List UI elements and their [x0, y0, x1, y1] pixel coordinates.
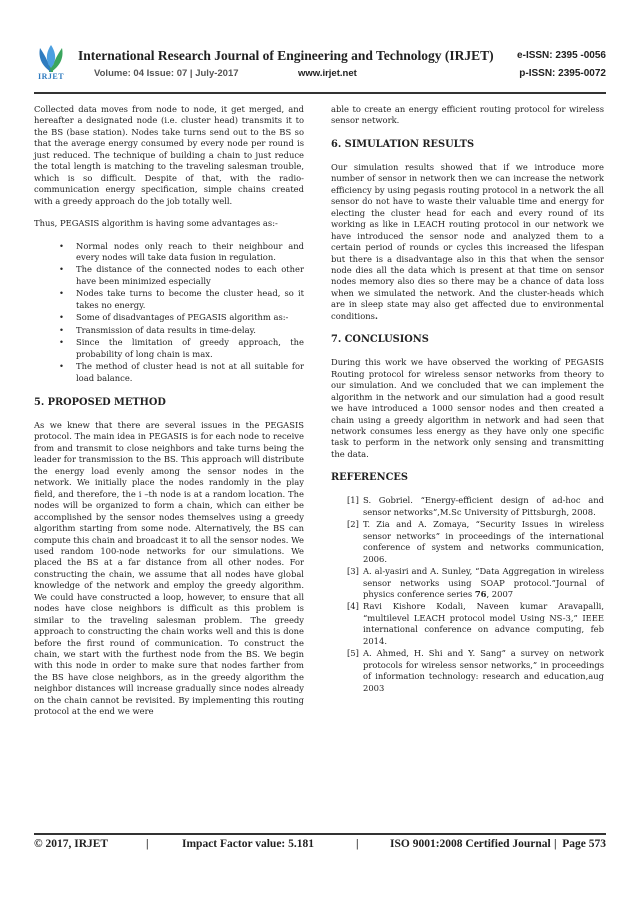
references-list — [331, 495, 604, 694]
irjet-logo — [34, 44, 68, 84]
page-footer — [34, 838, 606, 852]
bullet-icon: • — [59, 264, 64, 275]
section-heading-proposed-method: 5. PROPOSED METHOD — [34, 396, 166, 408]
list-item: [1] S. Gobriel. “Energy-efficient design of ad-hoc and sensor networks”,M.Sc University of Pittsburgh, 2008. — [347, 495, 604, 517]
page-number: Page 573 — [562, 838, 606, 850]
advantages-list — [34, 241, 304, 384]
irjet-logo-icon — [34, 44, 68, 74]
logo-text: IRJET — [37, 72, 65, 81]
p-issn: p-ISSN: 2395-0072 — [519, 68, 606, 79]
bullet-icon: • — [59, 312, 64, 323]
section-heading-simulation-results: 6. SIMULATION RESULTS — [331, 138, 475, 150]
section-heading-references: REFERENCES — [331, 472, 408, 484]
list-item: [3] A. al-yasiri and A. Sunley, “Data Aggregation in wireless sensor networks using SOAP protocol.”Journal of physics conference series 76, 2007 — [347, 566, 604, 599]
bullet-icon: • — [59, 240, 64, 251]
journal-title: International Research Journal of Engineering and Technology (IRJET) — [78, 48, 494, 63]
paragraph-continuation: able to create an energy efficient routing protocol for wireless sensor network. — [331, 104, 604, 126]
section-heading-conclusions: 7. CONCLUSIONS — [331, 334, 429, 346]
right-column — [331, 104, 604, 695]
list-item: • Normal nodes only reach to their neighbour and every nodes will take data fusion in regulation. — [59, 240, 304, 262]
footer-separator: | — [356, 838, 359, 850]
bullet-icon: • — [59, 324, 64, 335]
volume-issue: Volume: 04 Issue: 07 | July-2017 — [94, 68, 239, 79]
bullet-icon: • — [59, 288, 64, 299]
footer-separator: | — [554, 838, 557, 850]
left-column — [34, 104, 304, 729]
paragraph-pegasis-intro: Collected data moves from node to node, it get merged, and hereafter a designated node (i.e. cluster head) transmits it to the BS (base station). Nodes take turns send out to the BS so that the average energy consumed by every node per round is just reduced. The technique of building a chain to just reduce the total length is matching to the traveling salesman trouble, which is so difficult. Despite of that, with the radio-communication energy specification, simple chains created with a greedy approach do the job totally well. — [34, 104, 304, 206]
journal-website: www.irjet.net — [298, 68, 357, 79]
e-issn: e-ISSN: 2395 -0056 — [517, 50, 606, 61]
list-item: • Transmission of data results in time-delay. — [59, 324, 256, 335]
list-item: [5] A. Ahmed, H. Shi and Y. Sang” a survey on network protocols for wireless sensor networks,” in proceedings of information technology: research and education,aug 2003 — [347, 648, 604, 693]
list-item: • The distance of the connected nodes to each other have been minimized especially — [59, 264, 304, 286]
bullet-icon: • — [59, 337, 64, 348]
paragraph-simulation-results: Our simulation results showed that if we introduce more number of sensor in network then we can increase the network efficiency by using pegasis routing protocol in a network the all sensor do not have to waste their valuable time and energy for electing the cluster head for each and every round of its working as like in LEACH routing protocol in our network we have introduced the sensor node and analyzed them to a certain period of rounds or cycles this increased the lifespan but there is a disadvantage also in this that when the sensor node dies all the data which is present at that time on sensor nodes memory also dies so there may be a chance of data loss when we simulated the network. And the cluster-heads which are in sleep state may also get affected due to environmental conditions. — [331, 161, 604, 321]
page-header — [34, 44, 606, 86]
bullet-icon: • — [59, 361, 64, 372]
header-rule — [34, 92, 606, 94]
iso-certification: ISO 9001:2008 Certified Journal — [390, 838, 551, 850]
list-item: [4] Ravi Kishore Kodali, Naveen kumar Aravapalli, “multilevel LEACH protocol model Using NS-3,” IEEE international conference on advance computing, feb 2014. — [347, 601, 604, 646]
impact-factor: Impact Factor value: 5.181 — [182, 838, 315, 850]
paragraph-advantages-lead: Thus, PEGASIS algorithm is having some advantages as:- — [34, 218, 278, 229]
footer-separator: | — [146, 838, 149, 850]
paragraph-proposed-method: As we knew that there are several issues in the PEGASIS protocol. The main idea in PEGASIS is for each node to receive from and transmit to close neighbors and take turns being the leader for transmission to the BS. This approach will distribute the energy load evenly among the sensor nodes in the network. We initially place the nodes randomly in the play field, and therefore, the i –th node is at a random location. The nodes will be organized to form a chain, which can either be accomplished by the sensor nodes themselves using a greedy algorithm starting from some node. Alternatively, the BS can compute this chain and broadcast it to all the sensor nodes. We used random 100-node networks for our simulations. We placed the BS at a far distance from all other nodes. For constructing the chain, we assume that all nodes have global knowledge of the network and employ the greedy algorithm. We could have constructed a loop, however, to ensure that all nodes have close neighbors is difficult as this problem is similar to the traveling salesman problem. The greedy approach to constructing the chain works well and this is done before the first round of communication. To construct the chain, we start with the furthest node from the BS. We begin with this node in order to make sure that nodes farther from the BS have close neighbors, as in the greedy algorithm the neighbor distances will increase gradually since nodes already on the chain cannot be revisited. By implementing this routing protocol at the end we were — [34, 419, 304, 717]
list-item: • The method of cluster head is not at all suitable for load balance. — [59, 361, 304, 383]
list-item: [2] T. Zia and A. Zomaya, “Security Issues in wireless sensor networks” in proceedings of the international conference of system and networks communication, 2006. — [347, 519, 604, 564]
footer-rule — [34, 833, 606, 835]
list-item: • Since the limitation of greedy approach, the probability of long chain is max. — [59, 337, 304, 359]
list-item: • Nodes take turns to become the cluster head, so it takes no energy. — [59, 288, 304, 310]
copyright: © 2017, IRJET — [34, 838, 109, 850]
list-item: • Some of disadvantages of PEGASIS algorithm as:- — [59, 312, 289, 323]
paragraph-conclusions: During this work we have observed the working of PEGASIS Routing protocol for wireless sensor networks from theory to our simulation. And we concluded that we can implement the algorithm in the network and our simulation had a good result we have introduced a 1000 sensor nodes and then created a chain using a greedy algorithm in network and had seen that network consumes less energy as they have only one specific task to perform in the network only sensing and transmitting the data. — [331, 357, 604, 459]
